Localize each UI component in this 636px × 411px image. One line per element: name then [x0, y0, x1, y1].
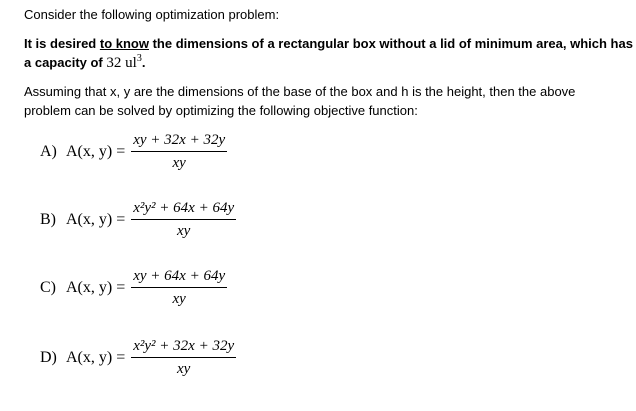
- option-c-numerator: xy + 64x + 64y: [131, 268, 227, 288]
- option-b-denominator: xy: [177, 223, 191, 239]
- option-b-letter: B): [40, 211, 56, 228]
- option-a-letter: A): [40, 143, 57, 160]
- capacity-exponent: 3: [136, 53, 142, 64]
- option-b: [40, 195, 236, 245]
- option-d-denominator: xy: [177, 361, 191, 377]
- statement-end: .: [141, 55, 146, 70]
- option-c-denominator: xy: [172, 291, 186, 307]
- option-d-numerator: x²y² + 32x + 32y: [131, 338, 236, 358]
- option-a-fraction: [131, 132, 227, 172]
- option-b-numerator: x²y² + 64x + 64y: [131, 200, 236, 220]
- option-a-numerator: xy + 32x + 32y: [131, 132, 227, 152]
- option-a-denominator: xy: [172, 155, 186, 171]
- statement-part1: It is desired: [24, 36, 100, 51]
- capacity-value: [106, 55, 141, 71]
- option-d-fraction: [131, 338, 236, 378]
- option-c-letter: C): [40, 279, 56, 296]
- assumption-text: Assuming that x, y are the dimensions of the base of the box and h is the height, then the above problem can be solved by optimizing the following objective function:: [24, 84, 576, 118]
- option-a-lhs: A(x, y) =: [66, 143, 126, 160]
- statement-part2: the dimensions of a rectangular box without a lid of minimum area, which has a capacity of: [24, 36, 633, 70]
- statement-underlined: to know: [99, 36, 149, 51]
- option-a: [40, 127, 227, 177]
- option-d: [40, 333, 236, 383]
- option-b-fraction: [131, 200, 236, 240]
- capacity-base: 32 ul: [106, 55, 137, 71]
- option-d-lhs: A(x, y) =: [66, 349, 126, 366]
- problem-statement: [24, 34, 636, 73]
- option-b-lhs: A(x, y) =: [66, 211, 126, 228]
- option-c-lhs: A(x, y) =: [66, 279, 126, 296]
- intro-text: Consider the following optimization problem:: [24, 7, 280, 22]
- option-c-fraction: [131, 268, 227, 308]
- option-d-letter: D): [40, 349, 57, 366]
- option-c: [40, 263, 227, 313]
